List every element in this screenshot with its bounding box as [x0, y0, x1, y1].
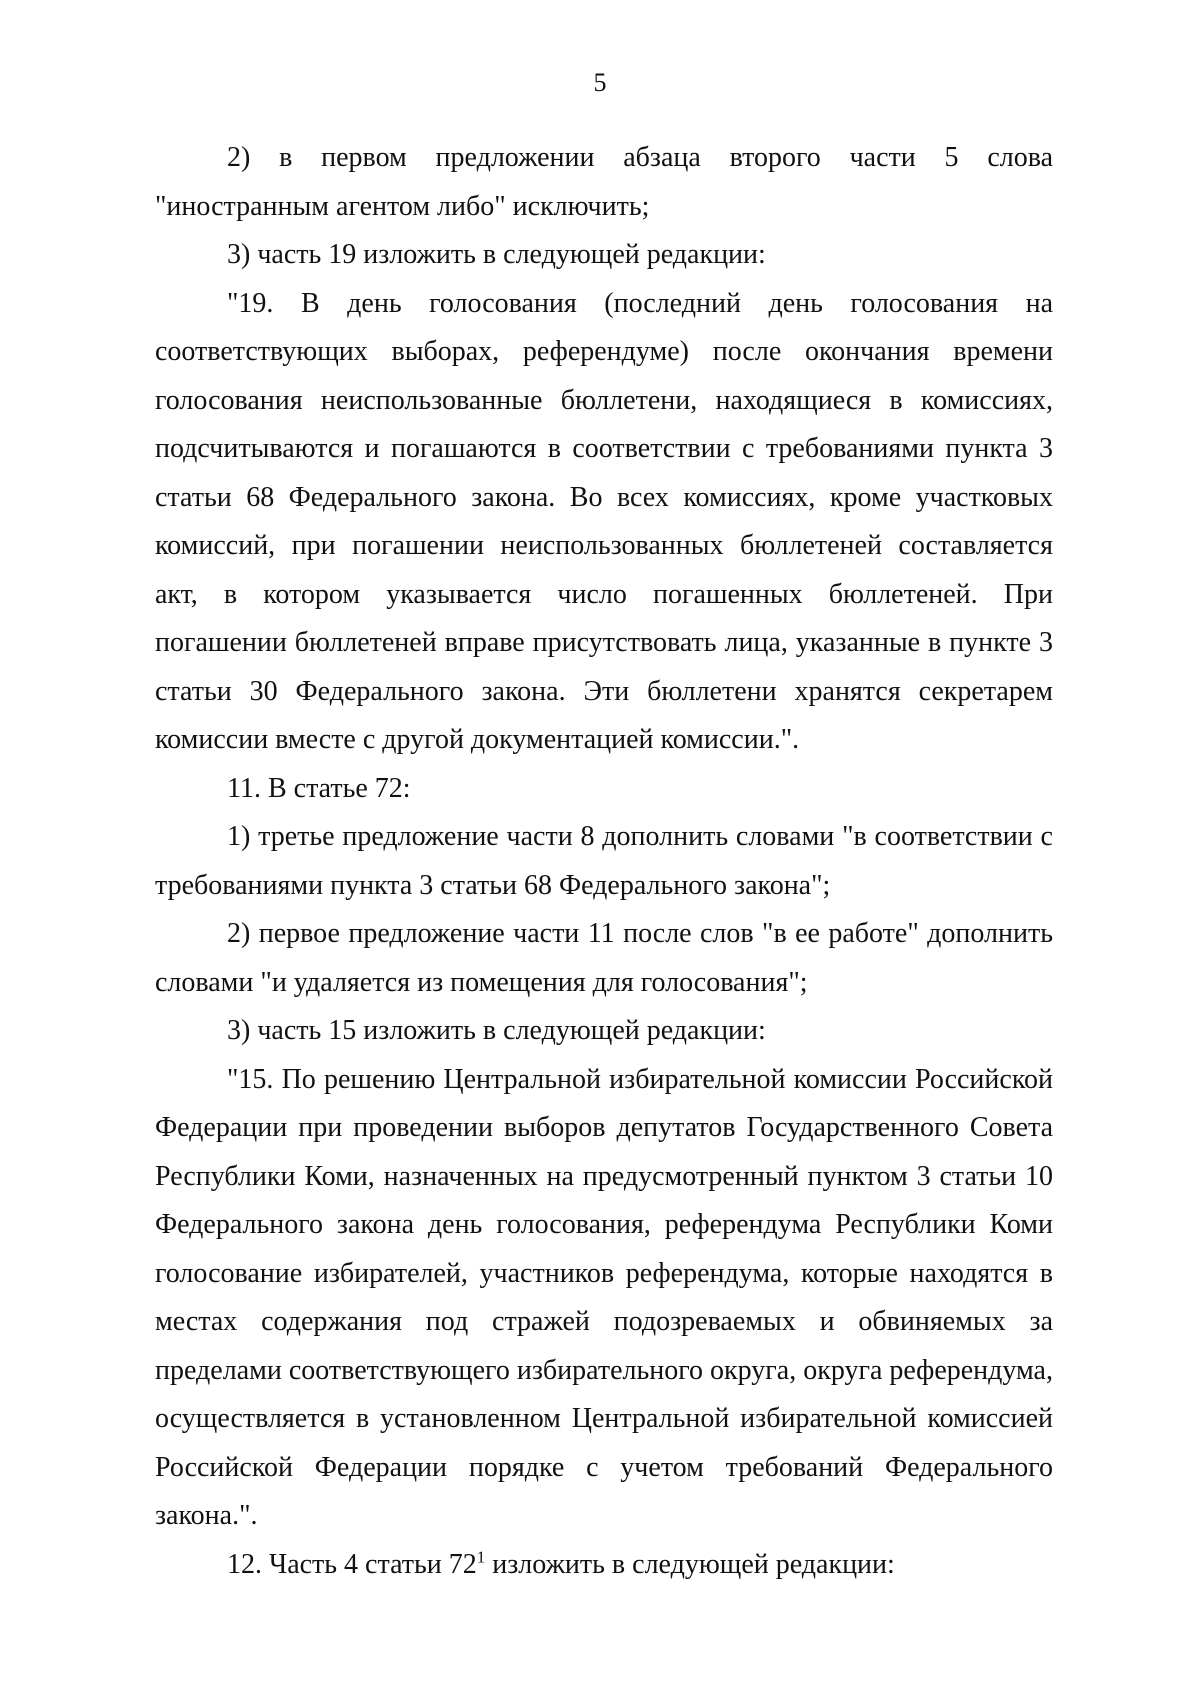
document-body [155, 134, 1053, 1589]
paragraph-item-3-part-19: 3) часть 19 изложить в следующей редакции: [227, 239, 766, 270]
page-number: 5 [593, 68, 607, 97]
paragraph-item-2-part-5: 2) в первом предложении абзаца второго части 5 слова "иностранным агентом либо" исключить; [155, 142, 1053, 222]
paragraph-part-15-text: "15. По решению Центральной избирательной комиссии Российской Федерации при проведении выборов депутатов Государственного Совета Республики Коми, назначенных на предусмотренный пунктом 3 статьи 10 Федерального закона день голосования, референдума Республики Коми голосование избирателей, участников референдума, которые находятся в местах содержания под стражей подозреваемых и обвиняемых за пределами соответствующего избирательного округа, округа референдума, осуществляется в установленном Центральной избирательной комиссией Российской Федерации порядке с учетом требований Федерального закона.". [155, 1063, 1053, 1531]
article-superscript: 1 [476, 1547, 486, 1567]
paragraph-item-2-part-11: 2) первое предложение части 11 после слов "в ее работе" дополнить словами "и удаляется из помещения для голосования"; [155, 918, 1053, 998]
paragraph-item-1-part-8: 1) третье предложение части 8 дополнить словами "в соответствии с требованиями пункта 3 статьи 68 Федерального закона"; [155, 821, 1053, 901]
paragraph-item-11-article-72: 11. В статье 72: [227, 772, 411, 804]
paragraph-part-19-text: "19. В день голосования (последний день голосования на соответствующих выборах, референдуме) после окончания времени голосования неиспользованные бюллетени, находящиеся в комиссиях, подсчитываются и погашаются в соответствии с требованиями пункта 3 статьи 68 Федерального закона. Во всех комиссиях, кроме участковых комиссий, при погашении неиспользованных бюллетеней составляется акт, в котором указывается число погашенных бюллетеней. При погашении бюллетеней вправе присутствовать лица, указанные в пункте 3 статьи 30 Федерального закона. Эти бюллетени хранятся секретарем комиссии вместе с другой документацией комиссии.". [155, 287, 1053, 755]
paragraph-item-12-text-after: изложить в следующей редакции: [485, 1548, 895, 1580]
paragraph-item-12-text-before: 12. Часть 4 статьи 72 [227, 1548, 477, 1580]
paragraph-item-12-article-72-1 [155, 1541, 1053, 1590]
paragraph-item-3-part-15: 3) часть 15 изложить в следующей редакции: [227, 1015, 766, 1046]
